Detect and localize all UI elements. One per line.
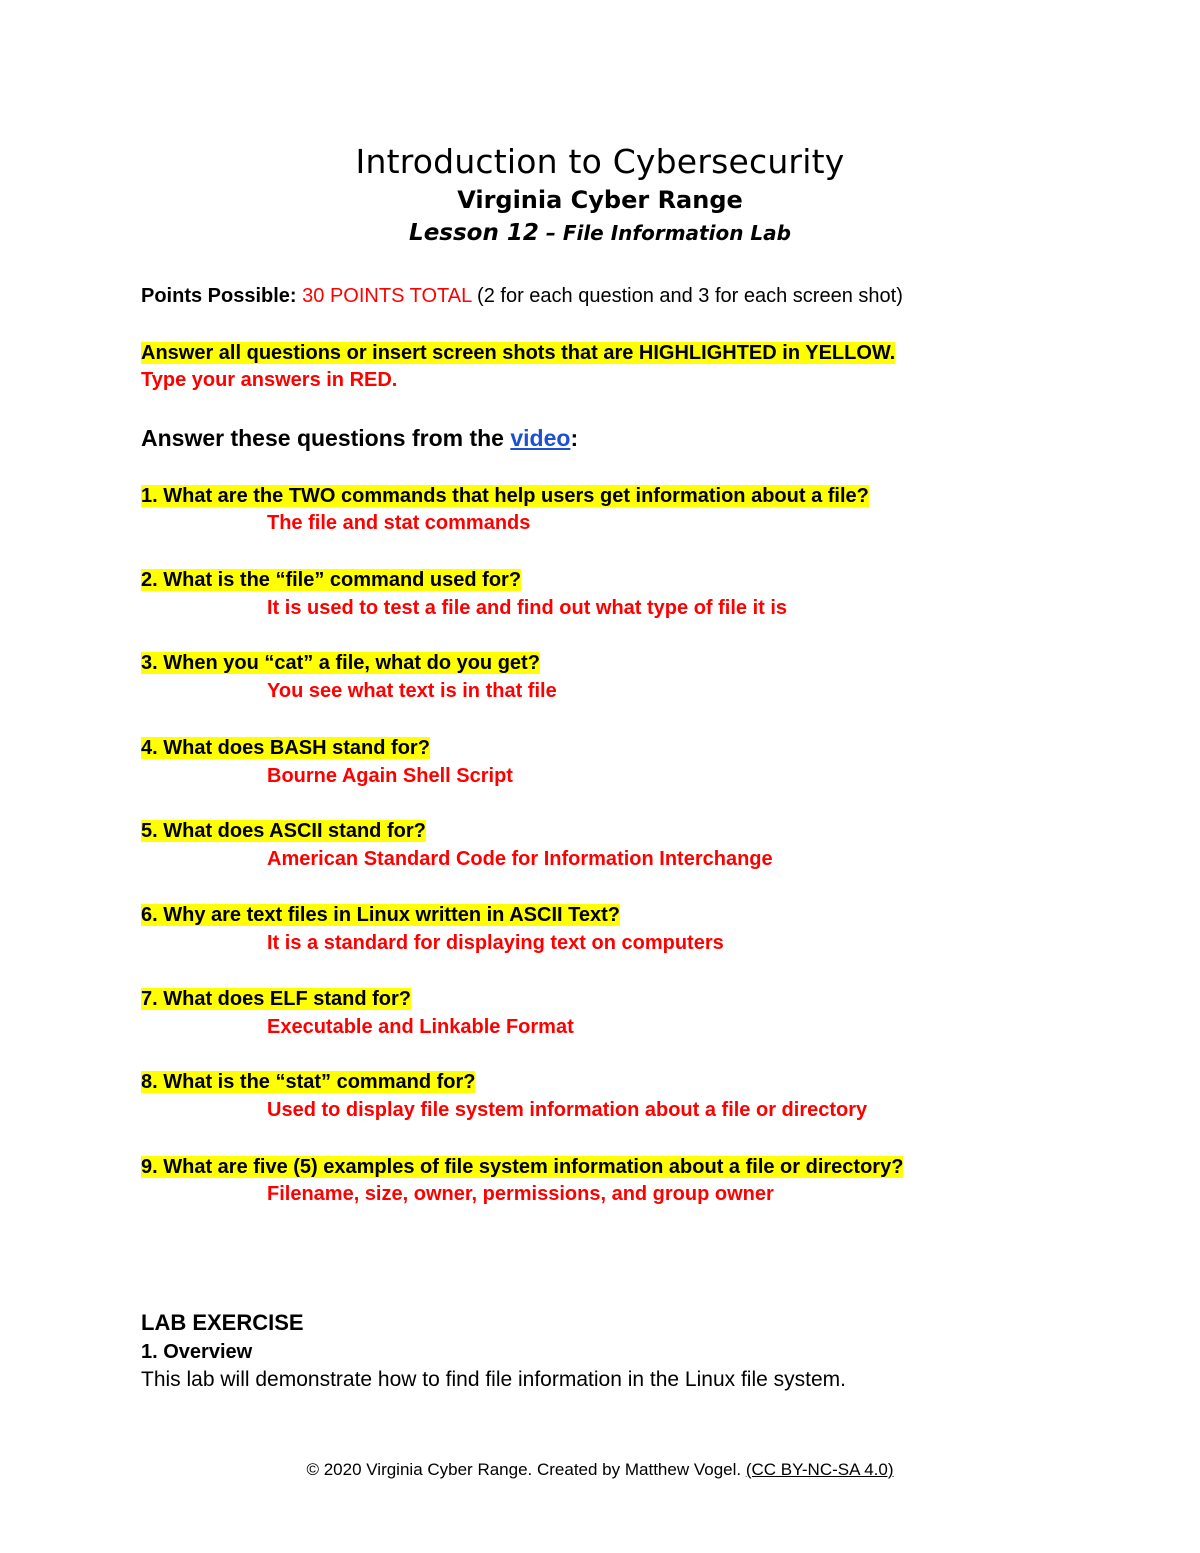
answer-8: Used to display file system information about a file or directory	[267, 1099, 868, 1121]
question-4	[141, 734, 430, 762]
lab-text: This lab will demonstrate how to find file information in the Linux file system.	[141, 1368, 846, 1391]
question-text: 1. What are the TWO commands that help users get information about a file?	[141, 485, 869, 507]
answer-7: Executable and Linkable Format	[267, 1016, 574, 1038]
lesson-separator: –	[538, 221, 563, 245]
question-text: 9. What are five (5) examples of file system information about a file or directory?	[141, 1156, 904, 1178]
question-text: 4. What does BASH stand for?	[141, 737, 430, 759]
document-subtitle: Virginia Cyber Range	[457, 186, 743, 214]
points-label: Points Possible:	[141, 285, 297, 307]
question-2	[141, 566, 521, 594]
question-5	[141, 817, 426, 845]
lesson-heading	[0, 220, 1200, 246]
points-total: 30 POINTS TOTAL	[302, 285, 472, 307]
question-text: 6. Why are text files in Linux written in ASCII Text?	[141, 904, 620, 926]
answer-1: The file and stat commands	[267, 512, 531, 534]
lesson-name: File Information Lab	[562, 221, 791, 245]
footer-license-link[interactable]: (CC BY-NC-SA 4.0)	[745, 1460, 894, 1479]
instruction-line-1: Answer all questions or insert screen shots that are HIGHLIGHTED in YELLOW.	[141, 342, 896, 364]
question-6	[141, 901, 620, 929]
points-detail: (2 for each question and 3 for each screen shot)	[477, 285, 903, 307]
lesson-label: Lesson 12	[409, 220, 539, 246]
answer-2: It is used to test a file and find out what type of file it is	[267, 597, 788, 619]
lab-heading: LAB EXERCISE	[141, 1310, 304, 1335]
question-1	[141, 482, 869, 510]
answer-6: It is a standard for displaying text on computers	[267, 932, 724, 954]
question-8	[141, 1068, 475, 1096]
video-link[interactable]: video	[510, 425, 571, 451]
answer-4: Bourne Again Shell Script	[267, 765, 513, 787]
question-text: 7. What does ELF stand for?	[141, 988, 412, 1010]
video-heading-prefix: Answer these questions from the	[141, 425, 511, 451]
instruction-highlight	[141, 339, 895, 367]
footer-copyright: © 2020 Virginia Cyber Range. Created by Matthew Vogel.	[306, 1460, 746, 1479]
question-text: 3. When you “cat” a file, what do you get?	[141, 652, 540, 674]
question-text: 8. What is the “stat” command for?	[141, 1071, 476, 1093]
question-3	[141, 649, 540, 677]
video-heading-suffix: :	[570, 425, 579, 451]
points-line	[141, 282, 903, 310]
question-9	[141, 1153, 903, 1181]
answer-3: You see what text is in that file	[267, 680, 557, 702]
footer	[0, 1460, 1200, 1480]
instruction-red	[141, 366, 397, 394]
answer-5: American Standard Code for Information Interchange	[267, 848, 773, 870]
question-7	[141, 985, 411, 1013]
lab-subheading: 1. Overview	[141, 1341, 253, 1363]
answer-9: Filename, size, owner, permissions, and group owner	[267, 1183, 774, 1205]
question-text: 2. What is the “file” command used for?	[141, 569, 522, 591]
instruction-line-2: Type your answers in RED.	[141, 369, 398, 391]
document-title: Introduction to Cybersecurity	[355, 142, 845, 181]
question-text: 5. What does ASCII stand for?	[141, 820, 426, 842]
video-section-heading	[141, 424, 578, 452]
